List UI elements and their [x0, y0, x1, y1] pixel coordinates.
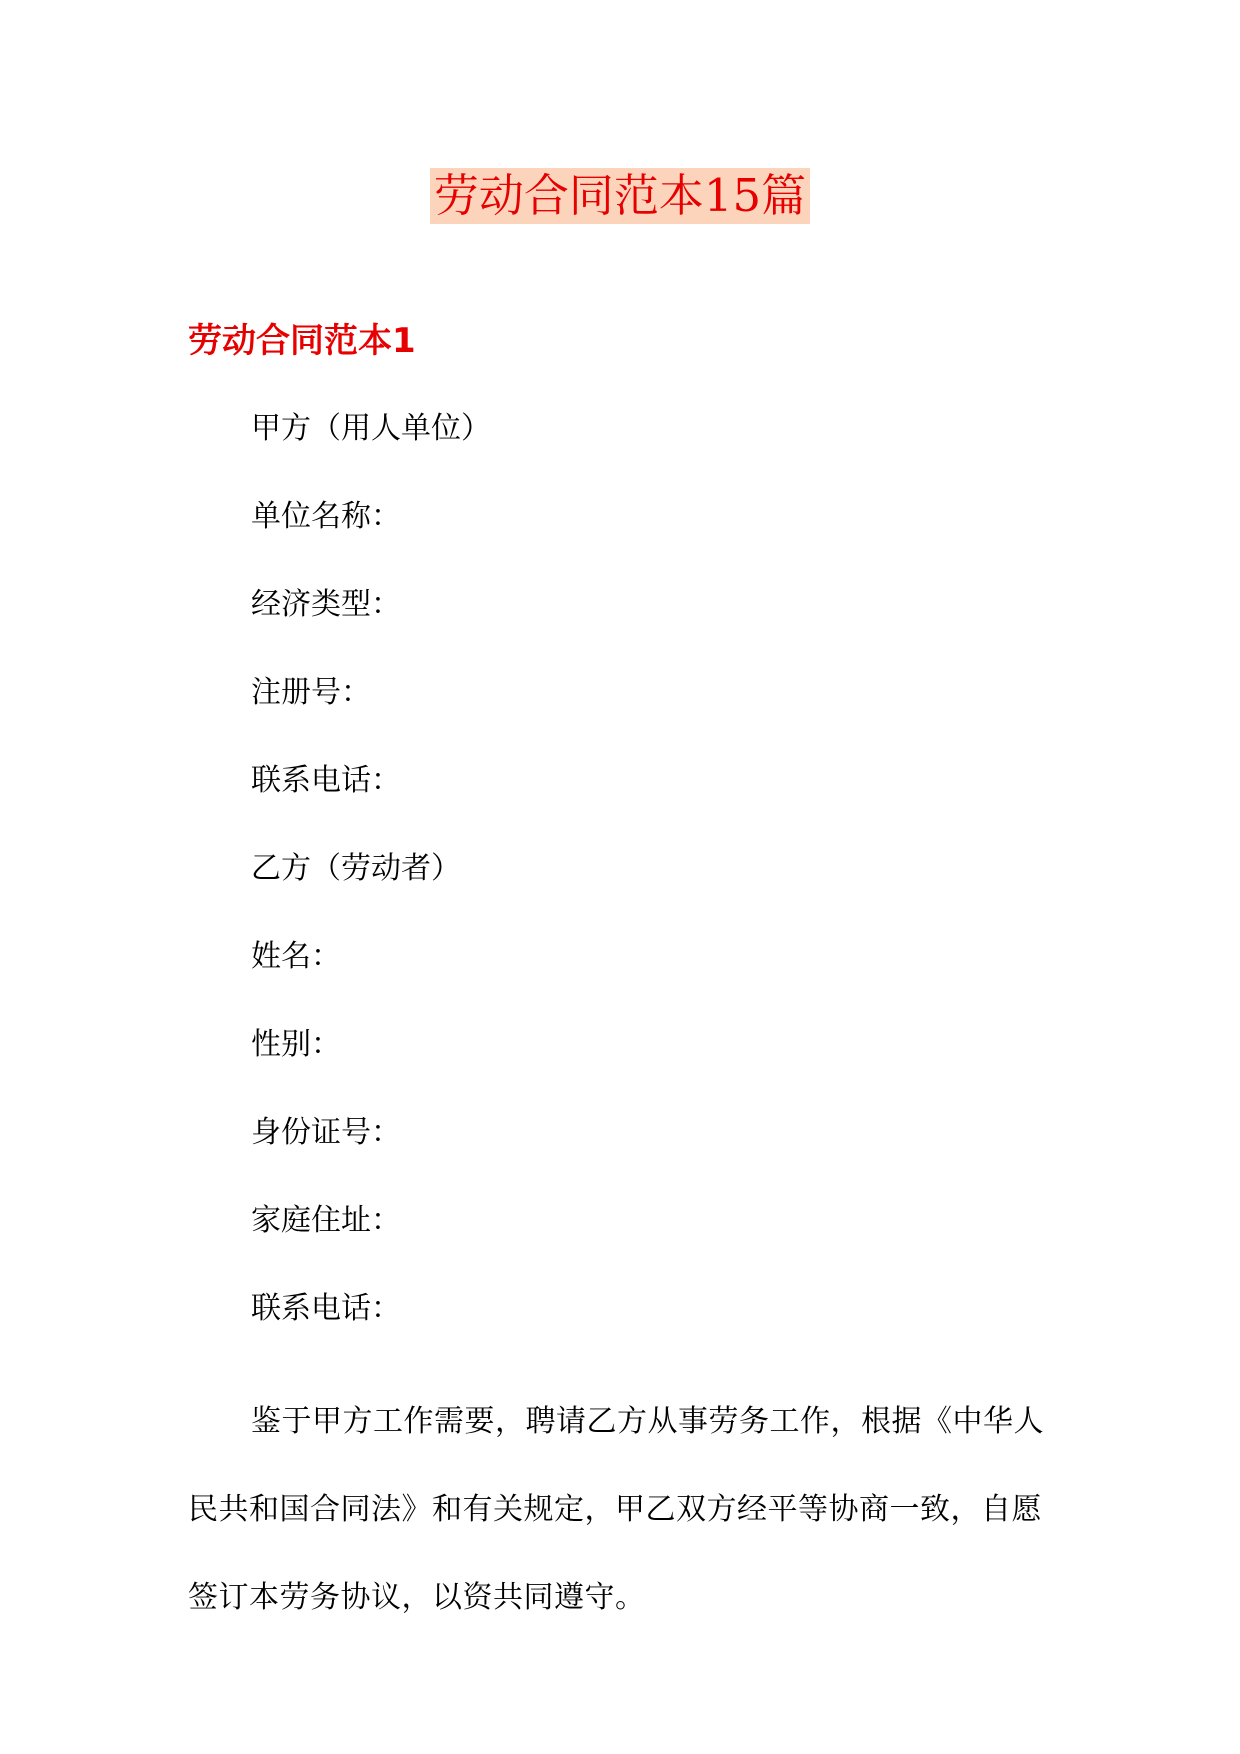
field-economic-type: 经济类型： — [251, 587, 401, 622]
field-registration-number: 注册号： — [251, 675, 371, 710]
field-id-number: 身份证号： — [251, 1115, 401, 1150]
section-heading: 劳动合同范本1 — [188, 321, 416, 361]
body-paragraph: 鉴于甲方工作需要，聘请乙方从事劳务工作，根据《中华人民共和国合同法》和有关规定，甲乙双方经平等协商一致，自愿签订本劳务协议，以资共同遵守。 — [188, 1404, 1044, 1615]
field-home-address: 家庭住址： — [251, 1203, 401, 1238]
document-title: 劳动合同范本15篇 — [430, 168, 810, 224]
field-party-a: 甲方（用人单位） — [251, 411, 491, 446]
field-party-b: 乙方（劳动者） — [251, 851, 461, 886]
field-company-name: 单位名称： — [251, 499, 401, 534]
field-phone-party-a: 联系电话： — [251, 763, 401, 798]
field-phone-party-b: 联系电话： — [251, 1291, 401, 1326]
field-gender: 性别： — [251, 1027, 341, 1062]
field-name: 姓名： — [251, 939, 341, 974]
title-container — [0, 168, 1240, 224]
